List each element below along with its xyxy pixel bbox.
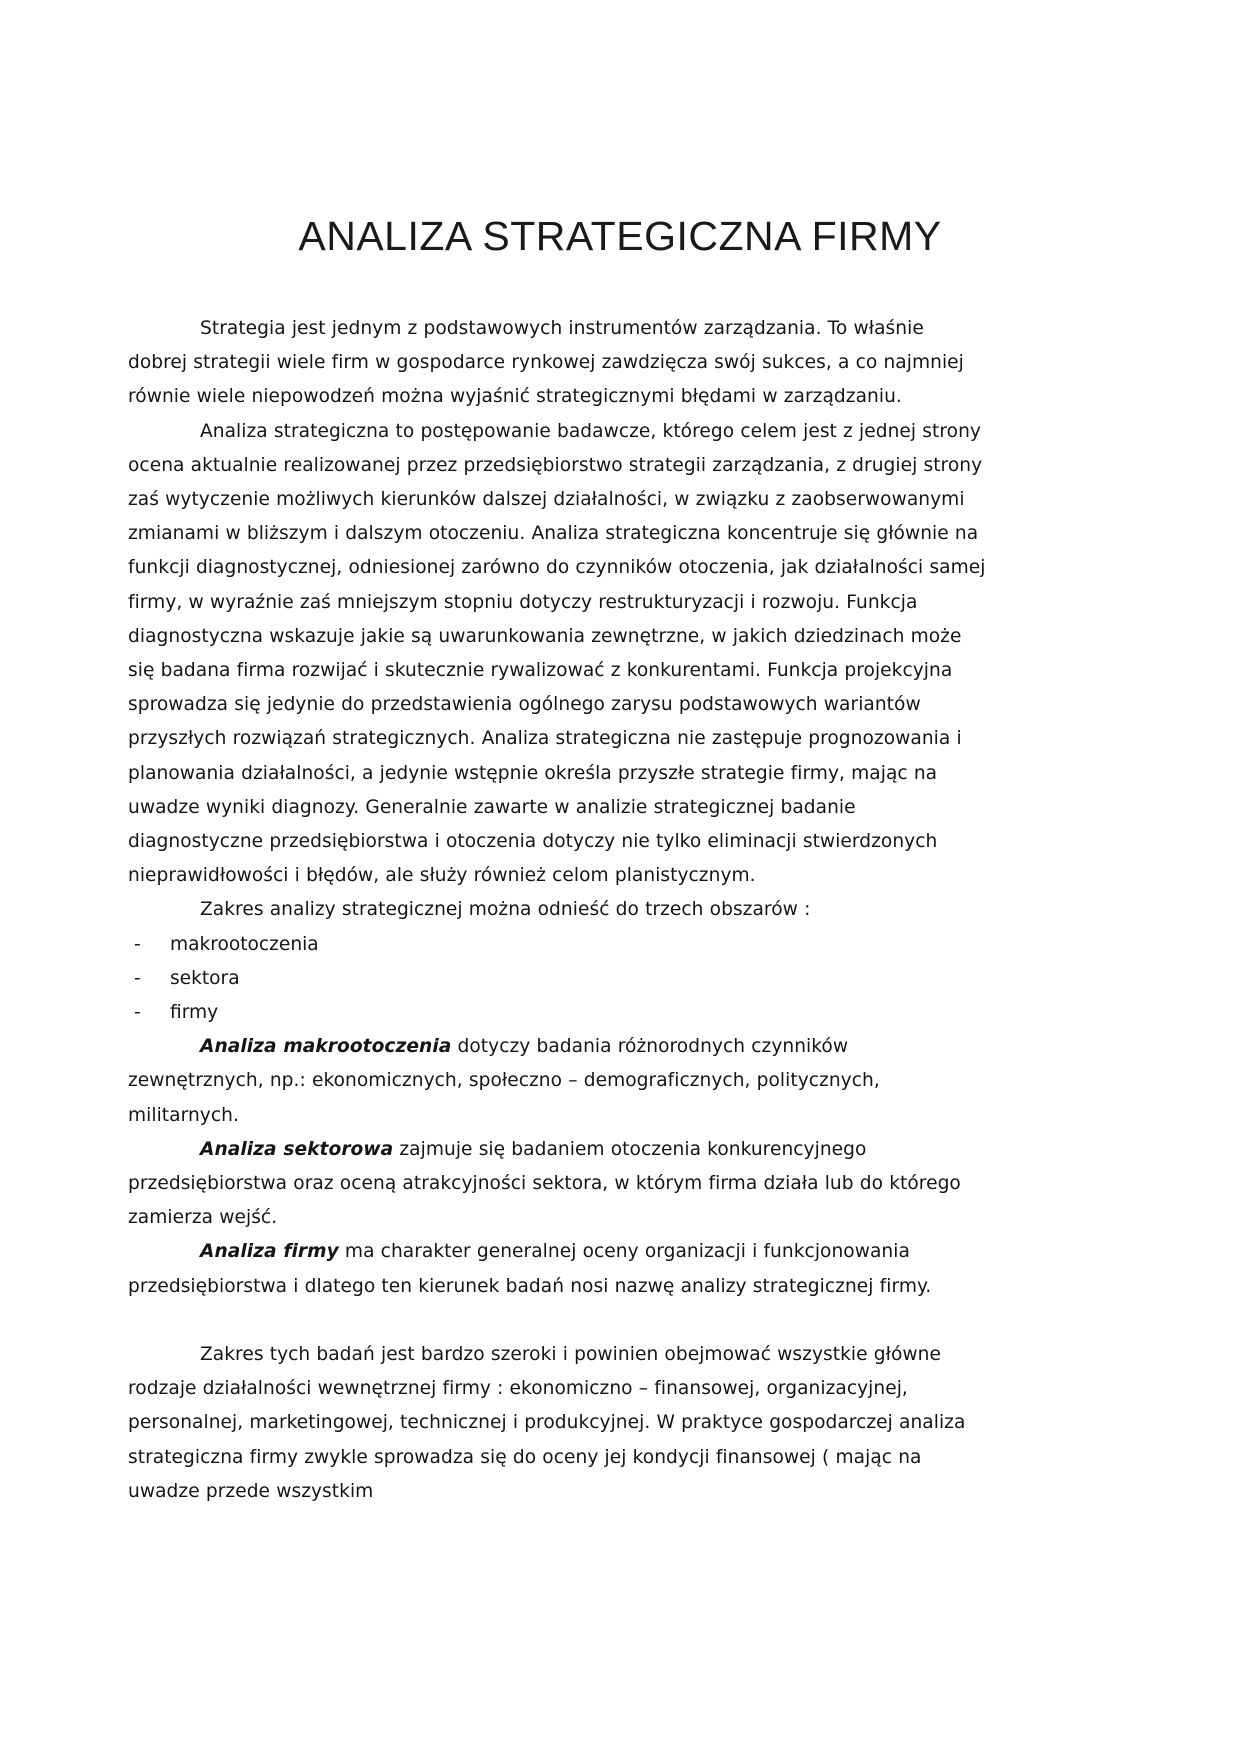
scope-bullet-list: [128, 928, 988, 1031]
list-item-label: firmy: [170, 1002, 219, 1024]
paragraph-definition-analysis: Analiza strategiczna to postępowanie badawcze, którego celem jest z jednej strony ocena aktualnie realizowanej przez przedsiębiorstwo strategii zarządzania, z drugiej strony zaś wytyczenie możliwych kierunków dalszej działalności, w związku z zaobserwowanymi zmianami w bliższym i dalszym otoczeniu. Analiza strategiczna koncentruje się głównie na funkcji diagnostycznej, odniesionej zarówno do czynników otoczenia, jak działalności samej firmy, w wyraźnie zaś mniejszym stopniu dotyczy restrukturyzacji i rozwoju. Funkcja diagnostyczna wskazuje jakie są uwarunkowania zewnętrzne, w jakich dziedzinach może się badana firma rozwijać i skutecznie rywalizować z konkurentami. Funkcja projekcyjna sprowadza się jedynie do przedstawienia ogólnego zarysu podstawowych wariantów przyszłych rozwiązań strategicznych. Analiza strategiczna nie zastępuje prognozowania i planowania działalności, a jedynie wstępnie określa przyszłe strategie firmy, mając na uwadze wyniki diagnozy. Generalnie zawarte w analizie strategicznej badanie diagnostyczne przedsiębiorstwa i otoczenia dotyczy nie tylko eliminacji stwierdzonych nieprawidłowości i błędów, ale służy również celom planistycznym.: [128, 420, 986, 887]
definition-term: Analiza sektorowa: [200, 1138, 394, 1160]
paragraph-spacer: [128, 1304, 988, 1338]
list-item: [128, 928, 988, 962]
paragraph-intro: Strategia jest jednym z podstawowych instrumentów zarządzania. To właśnie dobrej strategii wiele firm w gospodarce rynkowej zawdzięcza swój sukces, a co najmniej równie wiele niepowodzeń można wyjaśnić strategicznymi błędami w zarządzaniu.: [128, 318, 964, 408]
paragraph-scope-lead-in: Zakres analizy strategicznej można odnieść do trzech obszarów :: [200, 899, 811, 921]
definition-sektorowa: [128, 1133, 988, 1236]
paragraph-scope-detail: Zakres tych badań jest bardzo szeroki i powinien obejmować wszystkie główne rodzaje działalności wewnętrznej firmy : ekonomiczno – finansowej, organizacyjnej, personalnej, marketingowej, technicznej i produkcyjnej. W praktyce gospodarczej analiza strategiczna firmy zwykle sprowadza się do oceny jej kondycji finansowej ( mając na uwadze przede wszystkim: [128, 1343, 966, 1502]
definition-text: dotyczy badania różnorodnych czynników zewnętrznych, np.: ekonomicznych, społeczno – demograficznych, politycznych, militarnych.: [128, 1036, 880, 1126]
list-item-label: sektora: [170, 967, 240, 989]
bullet-dash-icon: -: [134, 933, 141, 955]
definition-term: Analiza firmy: [200, 1241, 339, 1263]
list-item-label: makrootoczenia: [170, 933, 319, 955]
definition-firmy: [128, 1235, 988, 1303]
bullet-dash-icon: -: [134, 967, 141, 989]
page-title: ANALIZA STRATEGICZNA FIRMY: [298, 213, 942, 260]
definition-term: Analiza makrootoczenia: [200, 1036, 452, 1058]
definition-text: ma charakter generalnej oceny organizacji i funkcjonowania przedsiębiorstwa i dlatego ten kierunek badań nosi nazwę analizy strategicznej firmy.: [128, 1241, 932, 1297]
definition-makrootoczenia: [128, 1030, 988, 1133]
list-item: [128, 962, 988, 996]
definition-text: zajmuje się badaniem otoczenia konkurencyjnego przedsiębiorstwa oraz oceną atrakcyjności sektora, w którym firma działa lub do którego zamierza wejść.: [128, 1138, 961, 1229]
bullet-dash-icon: -: [134, 1002, 141, 1024]
document-body: [128, 312, 988, 1509]
list-item: [128, 996, 988, 1030]
